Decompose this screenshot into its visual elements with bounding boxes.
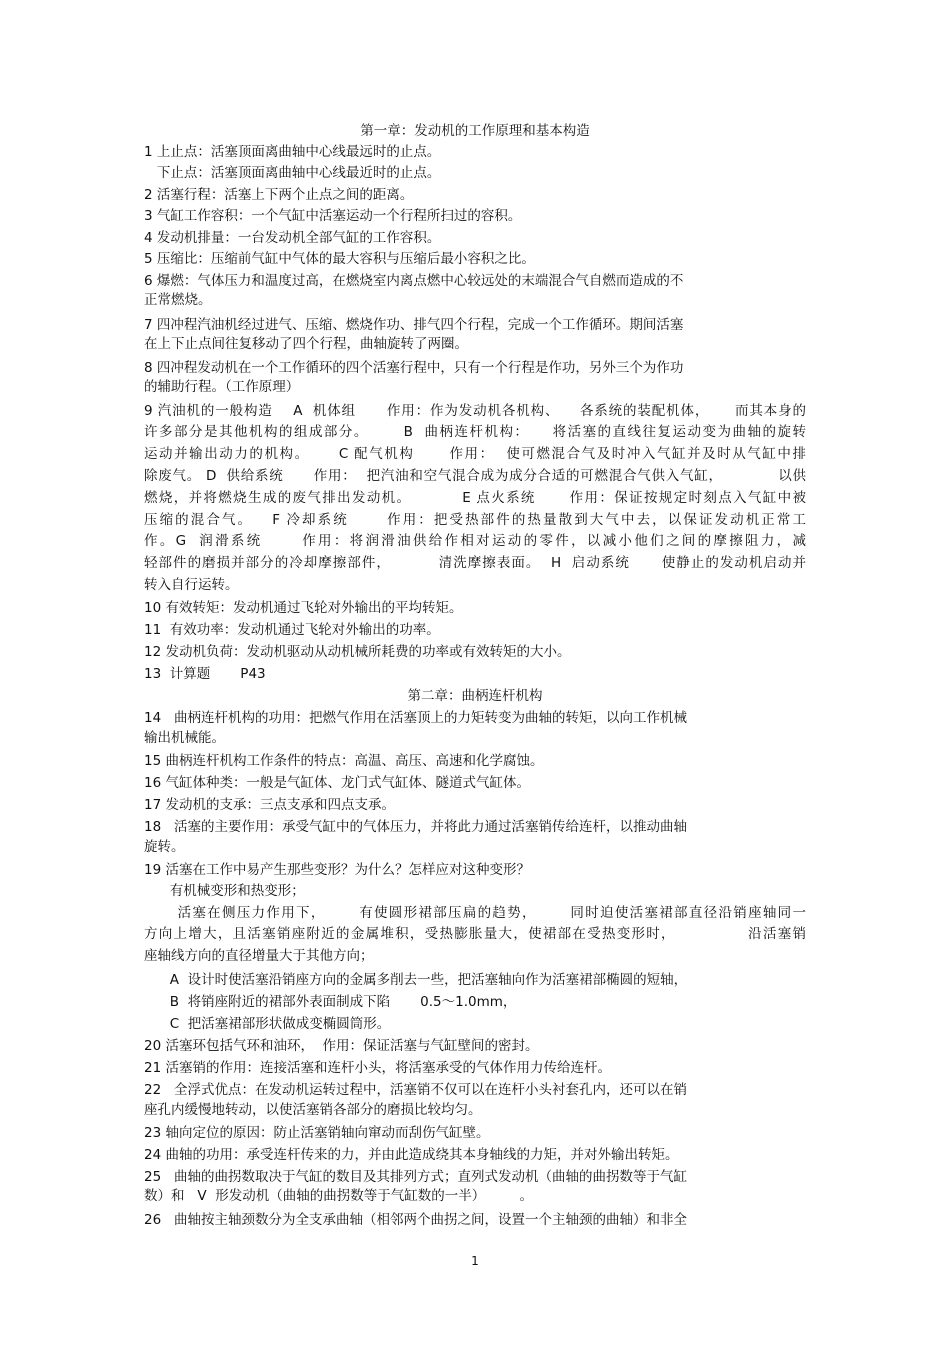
text-line: 26 曲轴按主轴颈数分为全支承曲轴（相邻两个曲拐之间，设置一个主轴颈的曲轴）和非全	[144, 1212, 688, 1228]
text-line: 15 曲柄连杆机构工作条件的特点：高温、高压、高速和化学腐蚀。	[144, 753, 544, 769]
text-line: 作。G 润滑系统 作用：将润滑油供给作相对运动的零件，以减小他们之间的摩擦阻力，减	[144, 533, 806, 549]
text-line: 3 气缸工作容积：一个气缸中活塞运动一个行程所扫过的容积。	[144, 208, 522, 224]
text-line: 座轴线方向的直径增量大于其他方向；	[144, 948, 374, 964]
text-line: 轻部件的磨损并部分的冷却摩擦部件， 清洗摩擦表面。 H 启动系统 使静止的发动机启动并	[144, 555, 806, 571]
text-line: 输出机械能。	[144, 730, 225, 746]
text-line: 运动并输出动力的机构。 C 配气机构 作用： 使可燃混合气及时冲入气缸并及时从气缸中排	[144, 446, 806, 462]
text-line: 在上下止点间往复移动了四个行程，曲轴旋转了两圈。	[144, 336, 468, 352]
text-line: 2 活塞行程：活塞上下两个止点之间的距离。	[144, 187, 414, 203]
text-line: 22 全浮式优点：在发动机运转过程中，活塞销不仅可以在连杆小头衬套孔内，还可以在销	[144, 1082, 688, 1098]
text-line: 8 四冲程发动机在一个工作循环的四个活塞行程中，只有一个行程是作功，另外三个为作功	[144, 360, 684, 376]
text-line: 21 活塞销的作用：连接活塞和连杆小头，将活塞承受的气体作用力传给连杆。	[144, 1060, 611, 1076]
text-line: 下止点：活塞顶面离曲轴中心线最近时的止点。	[144, 165, 441, 181]
text-line: 旋转。	[144, 839, 185, 855]
text-line: 正常燃烧。	[144, 292, 212, 308]
text-line: A 设计时使活塞沿销座方向的金属多削去一些，把活塞轴向作为活塞裙部椭圆的短轴，	[144, 972, 688, 988]
text-line: 活塞在侧压力作用下， 有使圆形裙部压扁的趋势， 同时迫使活塞裙部直径沿销座轴同一	[144, 905, 806, 921]
text-line: 11 有效功率：发动机通过飞轮对外输出的功率。	[144, 622, 440, 638]
text-line: 7 四冲程汽油机经过进气、压缩、燃烧作功、排气四个行程，完成一个工作循环。期间活塞	[144, 317, 684, 333]
text-line: 转入自行运转。	[144, 577, 239, 593]
text-line: B 将销座附近的裙部外表面制成下陷 0.5～1.0mm，	[144, 994, 517, 1010]
text-line: 23 轴向定位的原因：防止活塞销轴向窜动而刮伤气缸壁。	[144, 1125, 490, 1141]
text-line: 17 发动机的支承：三点支承和四点支承。	[144, 797, 395, 813]
text-line: 25 曲轴的曲拐数取决于气缸的数目及其排列方式；直列式发动机（曲轴的曲拐数等于气缸	[144, 1169, 688, 1185]
text-line: C 把活塞裙部形状做成变椭圆筒形。	[144, 1016, 391, 1032]
chapter-1-title: 第一章：发动机的工作原理和基本构造	[360, 123, 590, 139]
text-line: 12 发动机负荷：发动机驱动从动机械所耗费的功率或有效转矩的大小。	[144, 644, 571, 660]
text-line: 的辅助行程。（工作原理）	[144, 379, 300, 395]
chapter-2-title: 第二章：曲柄连杆机构	[407, 688, 543, 704]
text-line: 14 曲柄连杆机构的功用：把燃气作用在活塞顶上的力矩转变为曲轴的转矩，以向工作机械	[144, 710, 688, 726]
text-line: 许多部分是其他机构的组成部分。 B 曲柄连杆机构： 将活塞的直线往复运动变为曲轴的旋转	[144, 424, 806, 440]
text-line: 18 活塞的主要作用：承受气缸中的气体压力，并将此力通过活塞销传给连杆，以推动曲轴	[144, 819, 688, 835]
text-line: 20 活塞环包括气环和油环， 作用：保证活塞与气缸壁间的密封。	[144, 1038, 539, 1054]
text-line: 6 爆燃：气体压力和温度过高，在燃烧室内离点燃中心较远处的末端混合气自燃而造成的不	[144, 273, 684, 289]
text-line: 座孔内缓慢地转动，以使活塞销各部分的磨损比较均匀。	[144, 1102, 482, 1118]
text-line: 有机械变形和热变形；	[144, 883, 305, 899]
text-line: 4 发动机排量：一台发动机全部气缸的工作容积。	[144, 230, 441, 246]
text-line: 燃烧，并将燃烧生成的废气排出发动机。 E 点火系统 作用：保证按规定时刻点入气缸中被	[144, 490, 806, 506]
text-line: 数）和 V 形发动机（曲轴的曲拐数等于气缸数的一半） 。	[144, 1188, 534, 1204]
text-line: 方向上增大，且活塞销座附近的金属堆积，受热膨胀量大，使裙部在受热变形时， 沿活塞销	[144, 926, 806, 942]
text-line: 24 曲轴的功用：承受连杆传来的力，并由此造成绕其本身轴线的力矩，并对外输出转矩。	[144, 1147, 679, 1163]
text-line: 5 压缩比：压缩前气缸中气体的最大容积与压缩后最小容积之比。	[144, 251, 535, 267]
text-line: 13 计算题 P43	[144, 666, 266, 682]
text-line: 除废气。 D 供给系统 作用： 把汽油和空气混合成为成分合适的可燃混合气供入气缸， 以供	[144, 468, 806, 484]
text-line: 压缩的混合气。 F 冷却系统 作用：把受热部件的热量散到大气中去，以保证发动机正常工	[144, 512, 806, 528]
text-line: 9 汽油机的一般构造 A 机体组 作用：作为发动机各机构、 各系统的装配机体， 而其本身的	[144, 403, 806, 419]
text-line: 16 气缸体种类：一般是气缸体、龙门式气缸体、隧道式气缸体。	[144, 775, 530, 791]
text-line: 10 有效转矩：发动机通过飞轮对外输出的平均转矩。	[144, 600, 463, 616]
page-number: 1	[471, 1254, 479, 1268]
text-line: 19 活塞在工作中易产生那些变形？为什么？怎样应对这种变形？	[144, 862, 530, 878]
text-line: 1 上止点：活塞顶面离曲轴中心线最远时的止点。	[144, 144, 441, 160]
